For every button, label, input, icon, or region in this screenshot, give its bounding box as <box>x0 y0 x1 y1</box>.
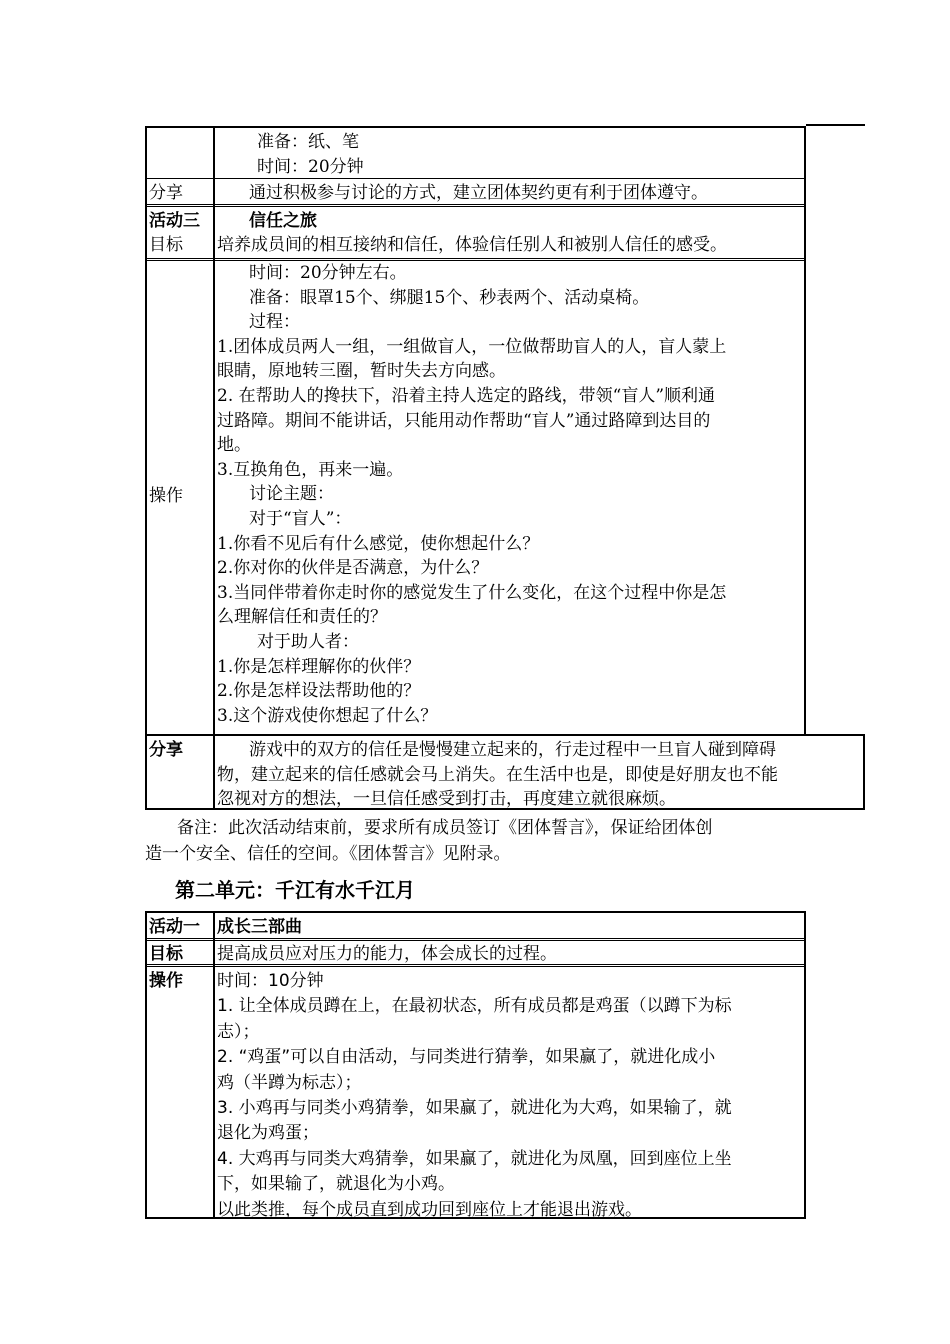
operation-line: 1.你看不见后有什么感觉，使你想起什么？ <box>217 533 540 554</box>
operation-line: 以此类推，每个成员直到成功回到座位上才能退出游戏。 <box>217 1199 642 1220</box>
prep-line: 时间：20分钟 <box>257 156 364 177</box>
goal-label: 目标 <box>149 235 183 255</box>
column-divider <box>213 911 215 1219</box>
activity-label: 活动一 <box>149 917 200 937</box>
goal-text: 提高成员应对压力的能力，体会成长的过程。 <box>217 944 557 964</box>
operation-line: 2.你对你的伙伴是否满意，为什么？ <box>217 558 489 579</box>
share-label: 分享 <box>149 183 183 203</box>
table-border-stub <box>806 124 865 126</box>
operation-line: 地。 <box>217 435 251 456</box>
prep-cell <box>225 130 364 179</box>
prep-line: 准备：纸、笔 <box>257 132 359 152</box>
operation-line: 3.这个游戏使你想起了什么？ <box>217 705 438 726</box>
operation-line: 眼睛，原地转三圈，暂时失去方向感。 <box>217 361 506 382</box>
note-line: 备注：此次活动结束前，要求所有成员签订《团体誓言》，保证给团体创 <box>177 818 713 838</box>
share-content <box>217 738 778 812</box>
operation-content <box>217 969 732 1223</box>
share-line: 物，建立起来的信任感就会马上消失。在生活中也是，即使是好朋友也不能 <box>217 764 778 785</box>
operation-label: 操作 <box>149 486 183 506</box>
activity-label: 活动三 <box>149 211 200 231</box>
activity-title: 成长三部曲 <box>217 917 302 937</box>
operation-line: 1.你是怎样理解你的伙伴？ <box>217 656 421 677</box>
operation-line: 鸡（半蹲为标志）； <box>217 1072 362 1093</box>
operation-line: 准备：眼罩15个、绑腿15个、秒表两个、活动桌椅。 <box>249 287 650 308</box>
column-divider <box>213 126 215 810</box>
operation-label: 操作 <box>149 971 183 991</box>
operation-line: 过路障。期间不能讲话，只能用动作帮助“盲人”通过路障到达目的 <box>217 410 711 431</box>
operation-line: 时间：10分钟 <box>217 971 324 991</box>
goal-text: 培养成员间的相互接纳和信任，体验信任别人和被别人信任的感受。 <box>217 235 727 255</box>
operation-line: 3.当同伴带着你走时你的感觉发生了什么变化，在这个过程中你是怎 <box>217 582 727 603</box>
operation-line: 退化为鸡蛋； <box>217 1123 319 1144</box>
operation-line: 下，如果输了，就退化为小鸡。 <box>217 1174 455 1195</box>
operation-line: 2.你是怎样设法帮助他的？ <box>217 681 421 702</box>
note-line: 造一个安全、信任的空间。《团体誓言》见附录。 <box>145 844 511 864</box>
operation-line: 讨论主题： <box>249 484 334 505</box>
operation-line: 2. 在帮助人的搀扶下，沿着主持人选定的路线，带领“盲人”顺利通 <box>217 385 716 406</box>
share-line: 忽视对方的想法，一旦信任感受到打击，再度建立就很麻烦。 <box>217 789 676 810</box>
operation-content <box>217 261 726 728</box>
section-heading: 第二单元：千江有水千江月 <box>175 878 415 902</box>
operation-line: 么理解信任和责任的？ <box>217 607 387 628</box>
goal-label: 目标 <box>149 944 183 964</box>
operation-line: 3. 小鸡再与同类小鸡猜拳，如果赢了，就进化为大鸡，如果输了，就 <box>217 1098 732 1119</box>
share-line: 游戏中的双方的信任是慢慢建立起来的，行走过程中一旦盲人碰到障碍 <box>249 740 776 760</box>
share-text: 通过积极参与讨论的方式，建立团体契约更有利于团体遵守。 <box>249 183 708 203</box>
operation-line: 时间：20分钟左右。 <box>249 263 407 283</box>
operation-line: 对于“盲人”： <box>249 508 352 529</box>
operation-line: 1. 让全体成员蹲在上，在最初状态，所有成员都是鸡蛋（以蹲下为标 <box>217 996 732 1017</box>
note-paragraph <box>145 815 805 867</box>
operation-line: 过程： <box>249 312 300 333</box>
operation-line: 3.互换角色，再来一遍。 <box>217 459 404 480</box>
share-label: 分享 <box>149 740 183 760</box>
operation-line: 志）； <box>217 1021 260 1042</box>
operation-line: 4. 大鸡再与同类大鸡猜拳，如果赢了，就进化为凤凰，回到座位上坐 <box>217 1148 732 1169</box>
operation-line: 2. “鸡蛋”可以自由活动，与同类进行猜拳，如果赢了，就进化成小 <box>217 1047 716 1068</box>
operation-line: 对于助人者： <box>257 631 359 652</box>
operation-line: 1.团体成员两人一组，一组做盲人，一位做帮助盲人的人，盲人蒙上 <box>217 336 727 357</box>
activity-title: 信任之旅 <box>249 211 317 231</box>
